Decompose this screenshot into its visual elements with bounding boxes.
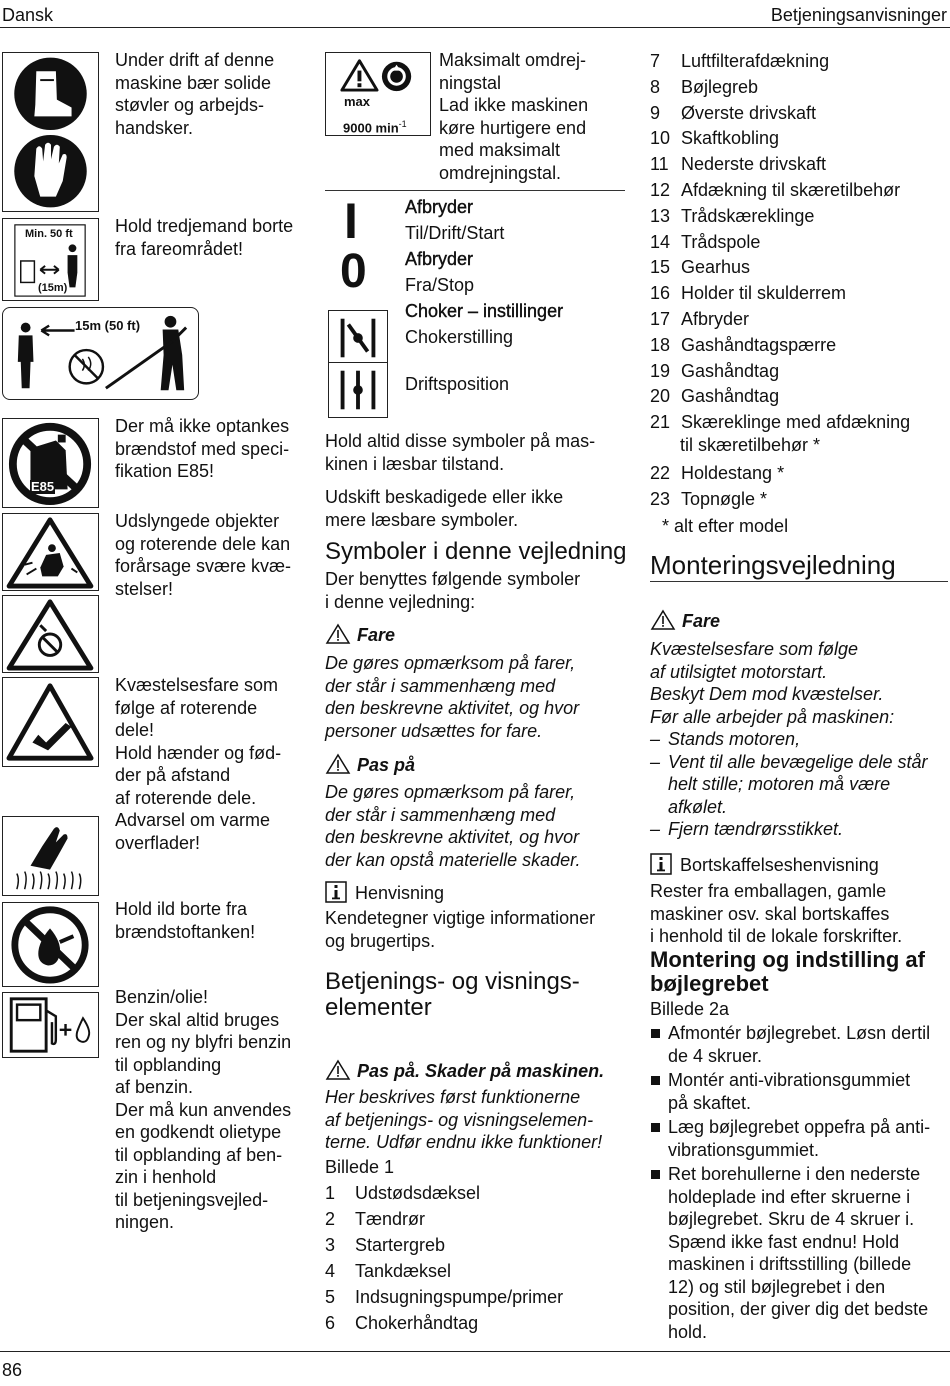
run-symbol-icon [328, 362, 388, 418]
max-label: max [344, 94, 371, 109]
bystander-text: Hold tredjemand borte fra fareområdet! [115, 216, 294, 259]
list-item: 22 Holdestang * [650, 463, 785, 483]
switch-off-text: Fra/Stop [405, 275, 475, 295]
paspa-heading: Pas på [325, 752, 415, 778]
bystander-distance-icon [2, 307, 199, 400]
paspa2-heading: Pas på. Skader på maskinen. [325, 1058, 604, 1084]
choke-symbol-icon [328, 310, 388, 366]
step-item: Læg bøjlegrebet oppefra på anti- vibrationsgummiet. [650, 1116, 948, 1161]
fare-text-2: Kvæstelsesfare som følge af utilsigtet motorstart. Beskyt Dem mod kvæstelser. Før alle arbejder på maskinen: – Stands motoren, – Vent til alle bevægelige dele står helt stille; motoren må være afkølet. – Fjern tændrørsstikket. [650, 638, 928, 841]
max-rpm-text: Maksimalt omdrej- ningstal Lad ikke maskinen køre hurtigere end med maksimalt omdrejningstal. [439, 50, 589, 183]
list-item: 19 Gashåndtag [650, 360, 780, 381]
heading-mounting: Monteringsvejledning [650, 550, 896, 580]
keep-legible-text: Hold altid disse symboler på mas- kinen i læsbar tilstand. [325, 431, 596, 474]
list-item: 8 Bøjlegreb [650, 76, 759, 97]
step-item: Afmontér bøjlegrebet. Løsn dertil de 4 skruer. [650, 1022, 948, 1067]
fuel-oil-icon [2, 992, 99, 1058]
no-fire-icon [2, 902, 99, 987]
disposal-text: Rester fra emballagen, gamle maskiner osv. skal bortskaffes i henhold til de lokale forskrifter. [650, 881, 903, 946]
list-item: 13 Trådskæreklinge [650, 205, 815, 226]
heading-handle: Montering og indstilling af bøjlegrebet [650, 947, 925, 996]
no-fire-text: Hold ild borte fra brændstoftanken! [115, 899, 256, 942]
list-item: 2 Tændrør [325, 1209, 426, 1229]
list-item: 20 Gashåndtag [650, 386, 780, 407]
list-item: 17 Afbryder [650, 308, 750, 329]
list-item: 23 Topnøgle * [650, 489, 768, 509]
min-distance-sub: (15m) [38, 282, 68, 294]
list-item: 12 Afdækning til skæretilbehør [650, 179, 901, 200]
parts-list-2 [650, 49, 900, 410]
page-number: 86 [2, 1360, 23, 1380]
hand-rotating-parts-warning-icon [2, 677, 99, 767]
model-note: * alt efter model [662, 516, 789, 536]
list-item: 14 Trådspole [650, 231, 761, 252]
min-distance-label: Min. 50 ft [25, 228, 73, 240]
off-symbol-icon: 0 [340, 245, 367, 298]
billede1-label: Billede 1 [325, 1157, 395, 1177]
warning-triangle-icon [325, 753, 351, 775]
list-item: 7 Luftfilterafdækning [650, 51, 830, 71]
symbols-intro: Der benyttes følgende symboler i denne vejledning: [325, 569, 581, 612]
section-divider [325, 190, 625, 191]
e85-label: E85 [31, 479, 55, 494]
paspa2-text: Her beskrives først funktionerne af betjenings- og visningselemen- terne. Udfør endnu ikke funktioner! [325, 1087, 603, 1152]
list-item: 15 Gearhus [650, 257, 751, 278]
fuel-text: Benzin/olie! Der skal altid bruges ren og ny blyfri benzin til opblanding af benzin. Der må kun anvendes en godkendt olietype til opblanding af ben- zin i henhold til betjeningsvejled- ningen. [115, 987, 292, 1232]
replace-symbols-text: Udskift beskadigede eller ikke mere læsbare symboler. [325, 487, 564, 530]
boots-text: Under drift af denne maskine bær solide støvler og arbejds- handsker. [115, 50, 275, 138]
handle-steps [650, 1022, 948, 1343]
warning-triangle-icon [325, 623, 351, 645]
list-item-21: 21 Skæreklinge med afdækning til skæretilbehør * [650, 412, 911, 455]
choke-title: Choker – instillinger [405, 301, 564, 321]
list-item: 9 Øverste drivskaft [650, 102, 817, 123]
keep-distance-icon [2, 218, 99, 301]
e85-text: Der må ikke optankes brændstof med speci- fikation E85! [115, 416, 290, 481]
heading-rule [650, 581, 948, 582]
switch-symbols-text [405, 194, 563, 350]
step-item: Ret borehullerne i den nederste holdeplade ind efter skruerne i bøjlegrebet. Skru de 4 skruer i. Spænd ikke fast endnu! Hold maskinen i driftsstilling (billede 12) og stil bøjlegrebet i den position, der giver dig det bedste hold. [650, 1163, 948, 1343]
thrown-objects-text: Udslyngede objekter og roterende dele kan forårsage svære kvæ- stelser! [115, 511, 292, 599]
header-language: Dansk [2, 5, 54, 25]
header-doc-title: Betjeningsanvisninger [770, 5, 947, 25]
warning-triangle-icon [650, 609, 676, 631]
footer-rule [0, 1351, 950, 1352]
list-item: 10 Skaftkobling [650, 128, 780, 149]
list-item: 4 Tankdæksel [325, 1261, 452, 1281]
list-item: 3 Startergreb [325, 1235, 446, 1255]
run-text: Driftsposition [405, 374, 510, 394]
fare-heading: Fare [325, 622, 395, 648]
rotating-blade-warning-icon [2, 595, 99, 673]
list-items-22-23 [650, 460, 784, 512]
step-item: Montér anti-vibrationsgummiet på skaftet. [650, 1069, 948, 1114]
heading-controls: Betjenings- og visnings- elementer [325, 968, 580, 1021]
rotating-parts-text: Kvæstelsesfare som følge af roterende dele! Hold hænder og fød- der på afstand af roterende dele. Advarsel om varme overflader! [115, 675, 282, 853]
info-icon [650, 853, 672, 875]
henvisning-heading: Henvisning [325, 880, 444, 906]
max-rpm-value: 9000 $\min^{-1}$ [343, 119, 407, 136]
switch-on-title: Afbryder [405, 197, 474, 217]
list-item: 1 Udstødsdæksel [325, 1183, 481, 1203]
list-item: 5 Indsugningspumpe/primer [325, 1287, 564, 1307]
paspa-text: De gøres opmærksom på farer, der står i sammenhæng med den beskrevne aktivitet, og hvor der kan opstå materielle skader. [325, 782, 581, 870]
max-rpm-icon [325, 52, 431, 136]
list-item: 18 Gashåndtagspærre [650, 334, 837, 355]
billede2a-label: Billede 2a [650, 999, 730, 1019]
thrown-objects-warning-icon [2, 513, 99, 591]
list-item: 6 Chokerhåndtag [325, 1313, 479, 1333]
fare-text: De gøres opmærksom på farer, der står i sammenhæng med den beskrevne aktivitet, og hvor personer udsættes for fare. [325, 653, 580, 741]
header-rule [0, 27, 950, 28]
on-symbol-icon: I [344, 193, 358, 249]
heading-symbols: Symboler i denne vejledning [325, 538, 627, 565]
distance-label: 15m (50 ft) [75, 318, 141, 333]
parts-list-1 [325, 1180, 563, 1336]
switch-off-title: Afbryder [405, 249, 474, 269]
no-e85-icon [2, 418, 99, 508]
henvisning-text: Kendetegner vigtige informationer og brugertips. [325, 908, 596, 951]
switch-on-text: Til/Drift/Start [405, 223, 505, 243]
list-item: 11 Nederste drivskaft [650, 154, 827, 175]
choke-text: Chokerstilling [405, 327, 514, 347]
boots-gloves-icon [2, 52, 99, 212]
list-item: 16 Holder til skulderrem [650, 283, 847, 304]
hot-surface-icon [2, 816, 99, 896]
disposal-heading: Bortskaffelseshenvisning [650, 852, 879, 878]
info-icon [325, 881, 347, 903]
fare-heading-2: Fare [650, 608, 720, 634]
warning-triangle-icon [325, 1059, 351, 1081]
